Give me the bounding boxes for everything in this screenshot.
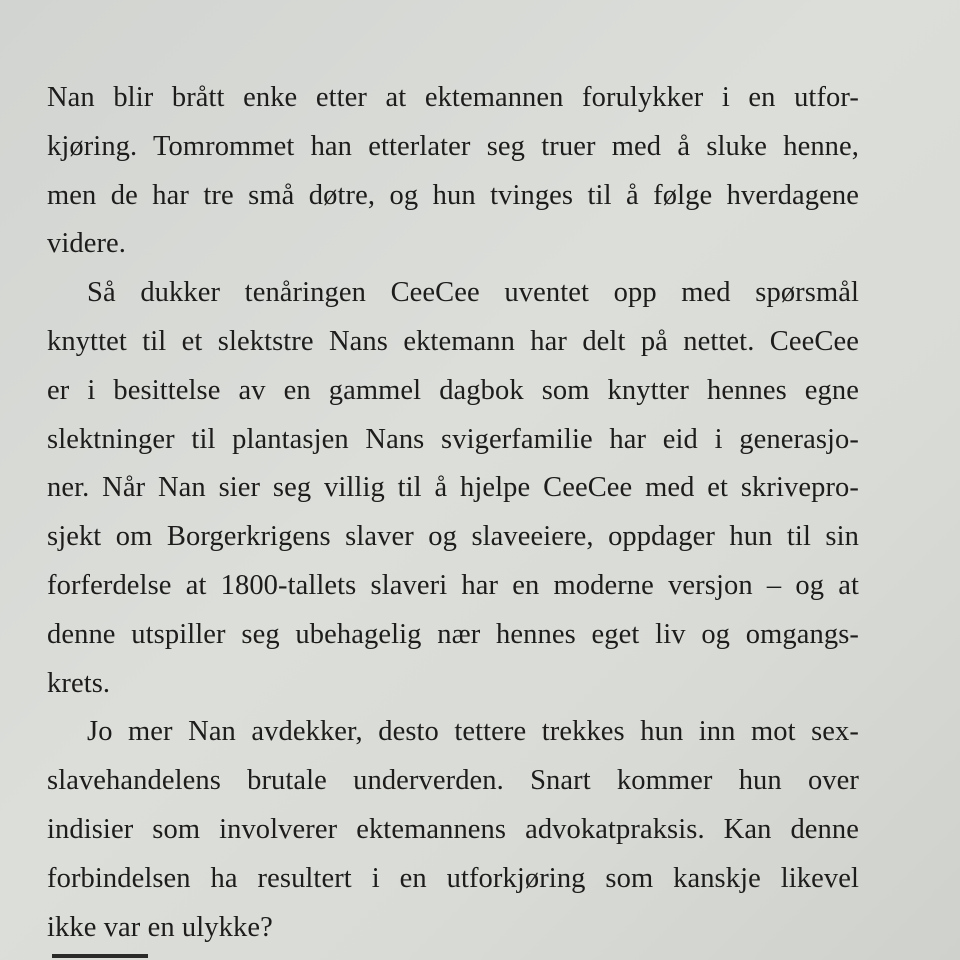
text-line: slektninger til plantasjen Nans svigerfamilie har eid i generasjo-: [47, 423, 859, 455]
text-line: slavehandelens brutale underverden. Snart kommer hun over: [47, 765, 859, 797]
text-line: sjekt om Borgerkrigens slaver og slaveeiere, oppdager hun til sin: [47, 521, 859, 553]
text-line: kjøring. Tomrommet han etterlater seg truer med å sluke henne,: [47, 130, 859, 162]
book-blurb: [47, 74, 859, 952]
paragraph-2: [47, 269, 859, 708]
text-line: Jo mer Nan avdekker, desto tettere trekkes hun inn mot sex-: [87, 716, 859, 748]
text-line: videre.: [47, 228, 127, 260]
text-line: Så dukker tenåringen CeeCee uventet opp med spørsmål: [87, 277, 859, 309]
text-line: ikke var en ulykke?: [47, 911, 273, 943]
text-line: denne utspiller seg ubehagelig nær hennes eget liv og omgangs-: [47, 618, 859, 650]
paragraph-1: [47, 74, 859, 269]
bottom-rule: [52, 954, 148, 958]
text-line: forferdelse at 1800-tallets slaveri har en moderne versjon – og at: [47, 569, 859, 601]
paragraph-3: [47, 708, 859, 952]
text-line: forbindelsen ha resultert i en utforkjøring som kanskje likevel: [47, 862, 859, 894]
text-line: indisier som involverer ektemannens advokatpraksis. Kan denne: [47, 813, 859, 845]
text-line: krets.: [47, 667, 111, 699]
text-line: ner. Når Nan sier seg villig til å hjelpe CeeCee med et skrivepro-: [47, 472, 859, 504]
text-line: men de har tre små døtre, og hun tvinges til å følge hverdagene: [47, 179, 859, 211]
text-line: knyttet til et slektstre Nans ektemann har delt på nettet. CeeCee: [47, 325, 859, 357]
text-line: er i besittelse av en gammel dagbok som knytter hennes egne: [47, 374, 859, 406]
text-line: Nan blir brått enke etter at ektemannen forulykker i en utfor-: [47, 82, 859, 113]
